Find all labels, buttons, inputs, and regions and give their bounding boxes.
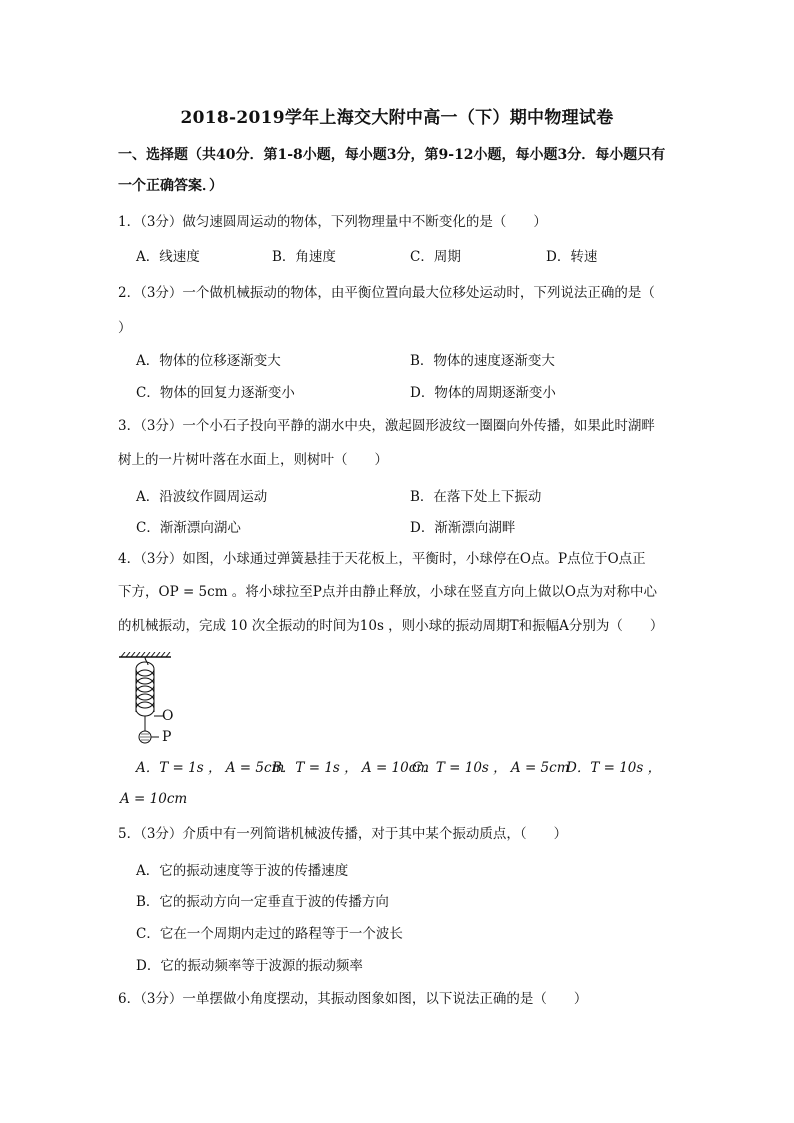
question-3-option-b[interactable]: B．在落下处上下振动	[410, 489, 542, 505]
question-2-option-d[interactable]: D．物体的周期逐渐变小	[410, 385, 556, 401]
spring-pendulum-diagram	[117, 652, 187, 748]
question-4-option-a[interactable]: A．T = 1s ， A = 5cm	[136, 760, 285, 776]
question-5-option-a[interactable]: A．它的振动速度等于波的传播速度	[136, 863, 349, 879]
question-4-option-d[interactable]: D．T = 10s ，	[566, 760, 662, 776]
question-1-option-b[interactable]: B．角速度	[272, 249, 336, 265]
question-3-option-d[interactable]: D．渐渐漂向湖畔	[410, 520, 516, 536]
question-4-option-d-continued: A = 10cm	[120, 791, 188, 807]
question-2-option-a[interactable]: A．物体的位移逐渐变大	[136, 353, 281, 369]
question-1-option-d[interactable]: D．转速	[546, 249, 598, 265]
question-3-text-line-1: 3．（3分）一个小石子投向平静的湖水中央，激起圆形波纹一圈圈向外传播，如果此时湖畔	[118, 418, 655, 434]
page-title: 2018-2019学年上海交大附中高一（下）期中物理试卷	[180, 108, 614, 128]
figure-label-o: O	[162, 708, 174, 724]
question-4-text-line-3: 的机械振动，完成 10 次全振动的时间为10s ，则小球的振动周期T和振幅A分别为（ ）	[118, 618, 664, 634]
question-1-option-c[interactable]: C．周期	[410, 249, 461, 265]
section-heading-line-1: 一、选择题（共40分．第1-8小题，每小题3分，第9-12小题，每小题3分．每小题只有	[118, 147, 666, 163]
question-6-text: 6．（3分）一单摆做小角度摆动，其振动图象如图，以下说法正确的是（ ）	[118, 991, 588, 1007]
question-4-option-c[interactable]: C．T = 10s ， A = 5cm	[412, 760, 570, 776]
question-5-option-b[interactable]: B．它的振动方向一定垂直于波的传播方向	[136, 894, 389, 910]
question-2-text-line-2: ）	[118, 320, 132, 336]
question-3-option-a[interactable]: A．沿波纹作圆周运动	[136, 489, 268, 505]
question-1-text: 1．（3分）做匀速圆周运动的物体，下列物理量中不断变化的是（ ）	[118, 214, 547, 230]
question-5-text: 5．（3分）介质中有一列简谐机械波传播，对于其中某个振动质点，（ ）	[118, 826, 568, 842]
question-3-option-c[interactable]: C．渐渐漂向湖心	[136, 520, 241, 536]
question-5-option-c[interactable]: C．它在一个周期内走过的路程等于一个波长	[136, 926, 403, 942]
question-4-text-line-2: 下方，OP = 5cm 。将小球拉至P点并由静止释放，小球在竖直方向上做以O点为对称中心	[118, 584, 657, 600]
question-5-option-d[interactable]: D．它的振动频率等于波源的振动频率	[136, 958, 363, 974]
question-1-option-a[interactable]: A．线速度	[136, 249, 200, 265]
question-4-text-line-1: 4．（3分）如图，小球通过弹簧悬挂于天花板上，平衡时，小球停在O点。P点位于O点正	[118, 551, 646, 567]
question-4-option-b[interactable]: B．T = 1s ， A = 10cm	[272, 760, 430, 776]
question-2-option-b[interactable]: B．物体的速度逐渐变大	[410, 353, 555, 369]
question-2-text-line-1: 2．（3分）一个做机械振动的物体，由平衡位置向最大位移处运动时，下列说法正确的是（	[118, 285, 655, 301]
question-2-option-c[interactable]: C．物体的回复力逐渐变小	[136, 385, 295, 401]
question-3-text-line-2: 树上的一片树叶落在水面上，则树叶（ ）	[118, 452, 388, 468]
figure-label-p: P	[162, 729, 172, 745]
section-heading-line-2: 一个正确答案．）	[118, 178, 223, 194]
